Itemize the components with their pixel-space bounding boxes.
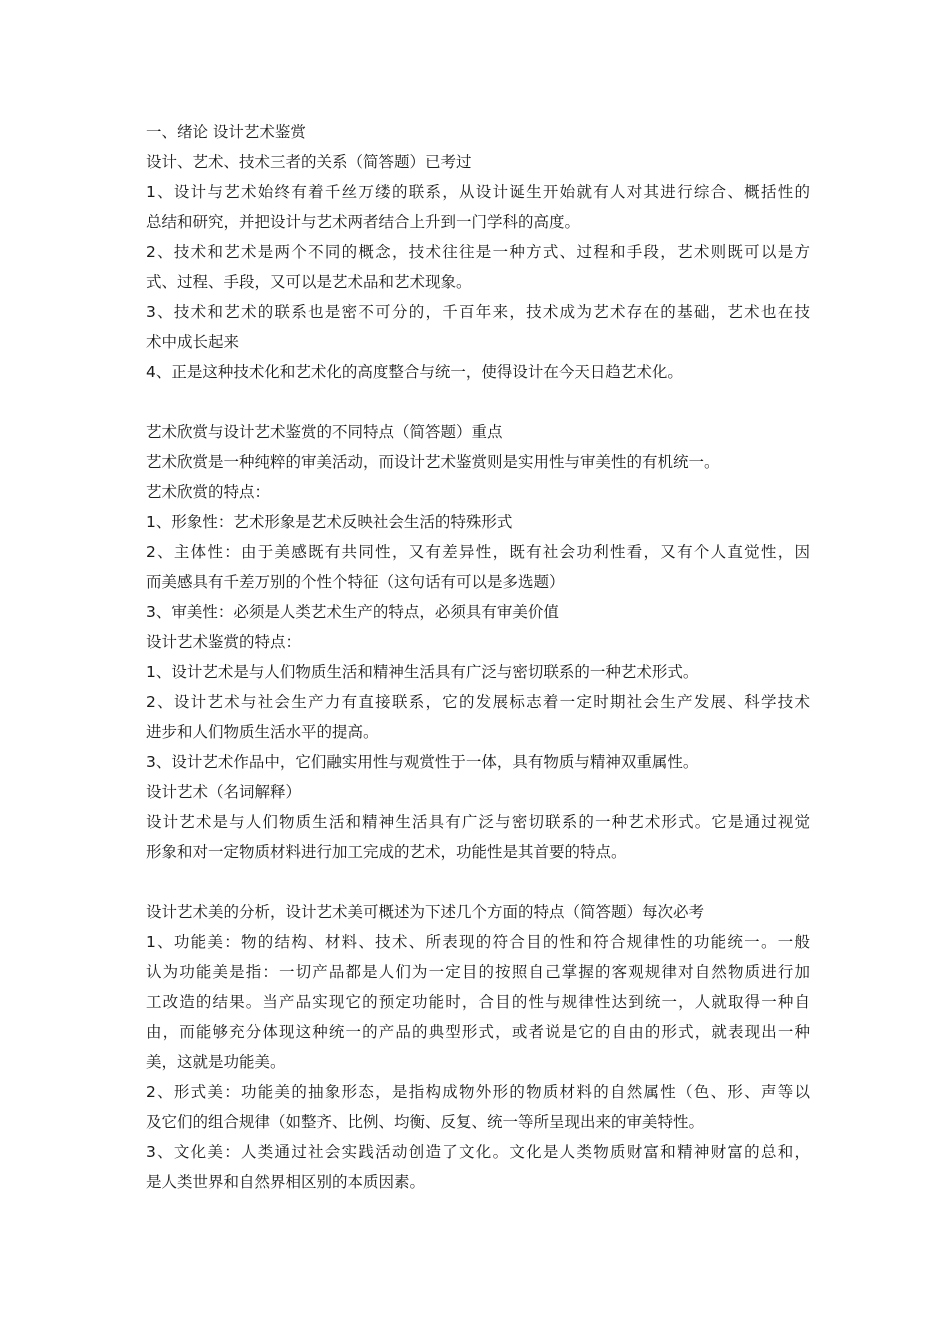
blank-line	[146, 387, 810, 417]
list-item: 进步和人们物质生活水平的提高。	[146, 723, 379, 741]
list-item: 2、形式美：功能美的抽象形态，是指构成物外形的物质材料的自然属性（色、形、声等以	[146, 1083, 810, 1101]
paragraph-line: 4、正是这种技术化和艺术化的高度整合与统一，使得设计在今天日趋艺术化。	[146, 363, 683, 381]
paragraph-line: 1、设计与艺术始终有着千丝万缕的联系，从设计诞生开始就有人对其进行综合、概括性的	[146, 183, 810, 201]
list-item: 美，这就是功能美。	[146, 1053, 286, 1071]
list-item: 工改造的结果。当产品实现它的预定功能时，合目的性与规律性达到统一，人就取得一种自	[146, 993, 810, 1011]
list-item: 由，而能够充分体现这种统一的产品的典型形式，或者说是它的自由的形式，就表现出一种	[146, 1023, 810, 1041]
definition-line: 形象和对一定物质材料进行加工完成的艺术，功能性是其首要的特点。	[146, 843, 627, 861]
section-heading: 设计艺术美的分析，设计艺术美可概述为下述几个方面的特点（简答题）每次必考	[146, 903, 705, 921]
list-item: 1、设计艺术是与人们物质生活和精神生活具有广泛与密切联系的一种艺术形式。	[146, 663, 699, 681]
subheading: 艺术欣赏的特点：	[146, 483, 271, 501]
document-page	[146, 117, 810, 1197]
paragraph-line: 术中成长起来	[146, 333, 240, 351]
list-item: 及它们的组合规律（如整齐、比例、均衡、反复、统一等所呈现出来的审美特性。	[146, 1113, 705, 1131]
paragraph-line: 2、技术和艺术是两个不同的概念，技术往往是一种方式、过程和手段，艺术则既可以是方	[146, 243, 810, 261]
paragraph-line: 3、技术和艺术的联系也是密不可分的，千百年来，技术成为艺术存在的基础，艺术也在技	[146, 303, 810, 321]
intro-line: 艺术欣赏是一种纯粹的审美活动，而设计艺术鉴赏则是实用性与审美性的有机统一。	[146, 453, 720, 471]
list-item: 2、设计艺术与社会生产力有直接联系，它的发展标志着一定时期社会生产发展、科学技术	[146, 693, 810, 711]
list-item: 3、设计艺术作品中，它们融实用性与观赏性于一体，具有物质与精神双重属性。	[146, 753, 699, 771]
list-item: 2、主体性：由于美感既有共同性，又有差异性，既有社会功利性看，又有个人直觉性，因	[146, 543, 810, 561]
paragraph-line: 总结和研究，并把设计与艺术两者结合上升到一门学科的高度。	[146, 213, 581, 231]
paragraph-line: 式、过程、手段，又可以是艺术品和艺术现象。	[146, 273, 472, 291]
section-title: 一、绪论 设计艺术鉴赏	[146, 123, 306, 141]
list-item: 1、形象性：艺术形象是艺术反映社会生活的特殊形式	[146, 513, 513, 531]
list-item: 3、审美性：必须是人类艺术生产的特点，必须具有审美价值	[146, 603, 559, 621]
list-item: 3、文化美：人类通过社会实践活动创造了文化。文化是人类物质财富和精神财富的总和，	[146, 1143, 810, 1161]
list-item: 而美感具有千差万别的个性个特征（这句话有可以是多选题）	[146, 573, 565, 591]
section-heading: 艺术欣赏与设计艺术鉴赏的不同特点（简答题）重点	[146, 423, 503, 441]
list-item: 1、功能美：物的结构、材料、技术、所表现的符合目的性和符合规律性的功能统一。一般	[146, 933, 810, 951]
subheading: 设计艺术鉴赏的特点：	[146, 633, 302, 651]
list-item: 认为功能美是指：一切产品都是人们为一定目的按照自己掌握的客观规律对自然物质进行加	[146, 963, 810, 981]
term-heading: 设计艺术（名词解释）	[146, 783, 302, 801]
section-heading: 设计、艺术、技术三者的关系（简答题）已考过	[146, 153, 472, 171]
list-item: 是人类世界和自然界相区别的本质因素。	[146, 1173, 426, 1191]
blank-line	[146, 867, 810, 897]
definition-line: 设计艺术是与人们物质生活和精神生活具有广泛与密切联系的一种艺术形式。它是通过视觉	[146, 813, 810, 831]
